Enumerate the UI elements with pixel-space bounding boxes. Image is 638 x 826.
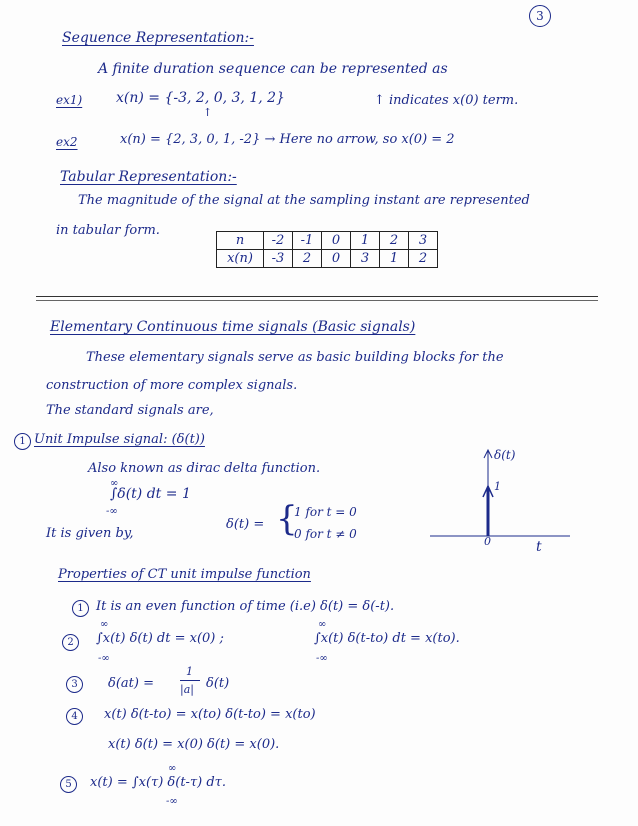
property-3-rhs: δ(t) xyxy=(206,676,230,691)
properties-heading: Properties of CT unit impulse function xyxy=(58,567,311,582)
plot-y-label: δ(t) xyxy=(494,448,516,462)
example-2-label: ex2 xyxy=(56,135,78,149)
table-cell: -2 xyxy=(264,232,293,250)
tabular-line-1: The magnitude of the signal at the sampling instant are represented xyxy=(78,193,530,208)
fraction-bar xyxy=(180,680,200,681)
fraction-numerator: 1 xyxy=(186,665,193,678)
dirac-line: Also known as dirac delta function. xyxy=(88,461,321,476)
tabular-heading: Tabular Representation:- xyxy=(60,169,237,185)
table-cell: 1 xyxy=(380,250,409,268)
property-3: δ(at) = xyxy=(108,676,154,691)
integral-lower-limit: -∞ xyxy=(316,653,328,664)
elementary-line-3: The standard signals are, xyxy=(46,403,214,418)
table-row-x xyxy=(217,250,438,268)
property-4-a: x(t) δ(t-to) = x(to) δ(t-to) = x(to) xyxy=(104,707,316,722)
example-1-label: ex1) xyxy=(56,93,83,107)
table-cell: 3 xyxy=(409,232,438,250)
integral-lower-limit: -∞ xyxy=(166,796,178,807)
table-cell: -3 xyxy=(264,250,293,268)
example-1-expression: x(n) = {-3, 2, 0, 3, 1, 2} xyxy=(116,90,285,106)
table-cell: 2 xyxy=(380,232,409,250)
integral-of-impulse: ∫δ(t) dt = 1 xyxy=(110,486,191,502)
plot-origin-label: 0 xyxy=(484,535,491,548)
property-number: 4 xyxy=(66,708,83,725)
tabular-line-2: in tabular form. xyxy=(56,223,160,238)
integral-upper-limit: ∞ xyxy=(100,619,109,630)
table-cell: 0 xyxy=(322,232,351,250)
property-5: x(t) = ∫x(τ) δ(t-τ) dτ. xyxy=(90,775,226,790)
table-cell: 0 xyxy=(322,250,351,268)
case-1: 1 for t = 0 xyxy=(294,505,357,519)
plot-impulse-height: 1 xyxy=(494,480,501,493)
delta-definition: δ(t) = xyxy=(226,517,265,532)
sequence-intro: A finite duration sequence can be represented as xyxy=(98,61,448,77)
property-number: 1 xyxy=(72,600,89,617)
table-cell: 3 xyxy=(351,250,380,268)
origin-arrow: ↑ xyxy=(203,106,213,119)
table-header-x: x(n) xyxy=(217,250,264,268)
impulse-heading: Unit Impulse signal: (δ(t)) xyxy=(34,432,205,447)
section-divider xyxy=(36,300,598,301)
elementary-heading: Elementary Continuous time signals (Basic signals) xyxy=(50,319,416,335)
property-1: It is an even function of time (i.e) δ(t) = δ(-t). xyxy=(96,599,395,614)
fraction-denominator: |a| xyxy=(180,683,194,696)
integral-upper-limit: ∞ xyxy=(110,478,119,489)
property-2-b: ∫x(t) δ(t-to) dt = x(to). xyxy=(314,631,460,646)
example-2-expression: x(n) = {2, 3, 0, 1, -2} → Here no arrow, so x(0) = 2 xyxy=(120,132,455,147)
table-row-n xyxy=(217,232,438,250)
elementary-line-1: These elementary signals serve as basic building blocks for the xyxy=(86,350,504,365)
table-cell: 1 xyxy=(351,232,380,250)
page-number: 3 xyxy=(529,5,551,27)
sequence-table xyxy=(216,231,438,268)
plot-x-label: t xyxy=(536,539,542,555)
table-cell: -1 xyxy=(293,232,322,250)
sequence-heading: Sequence Representation:- xyxy=(62,30,254,46)
property-number: 5 xyxy=(60,776,77,793)
integral-lower-limit: -∞ xyxy=(106,506,118,517)
given-by-text: It is given by, xyxy=(46,526,134,541)
integral-upper-limit: ∞ xyxy=(318,619,327,630)
example-1-note: ↑ indicates x(0) term. xyxy=(374,93,519,108)
property-number: 3 xyxy=(66,676,83,693)
integral-lower-limit: -∞ xyxy=(98,653,110,664)
property-4-b: x(t) δ(t) = x(0) δ(t) = x(0). xyxy=(108,737,280,752)
cases-brace: { xyxy=(276,499,298,539)
property-2-a: ∫x(t) δ(t) dt = x(0) ; xyxy=(96,631,224,646)
section-divider xyxy=(36,296,598,297)
case-2: 0 for t ≠ 0 xyxy=(294,527,357,541)
elementary-line-2: construction of more complex signals. xyxy=(46,378,298,393)
item-number: 1 xyxy=(14,433,31,450)
integral-upper-limit: ∞ xyxy=(168,763,177,774)
table-header-n: n xyxy=(217,232,264,250)
table-cell: 2 xyxy=(293,250,322,268)
property-number: 2 xyxy=(62,634,79,651)
table-cell: 2 xyxy=(409,250,438,268)
